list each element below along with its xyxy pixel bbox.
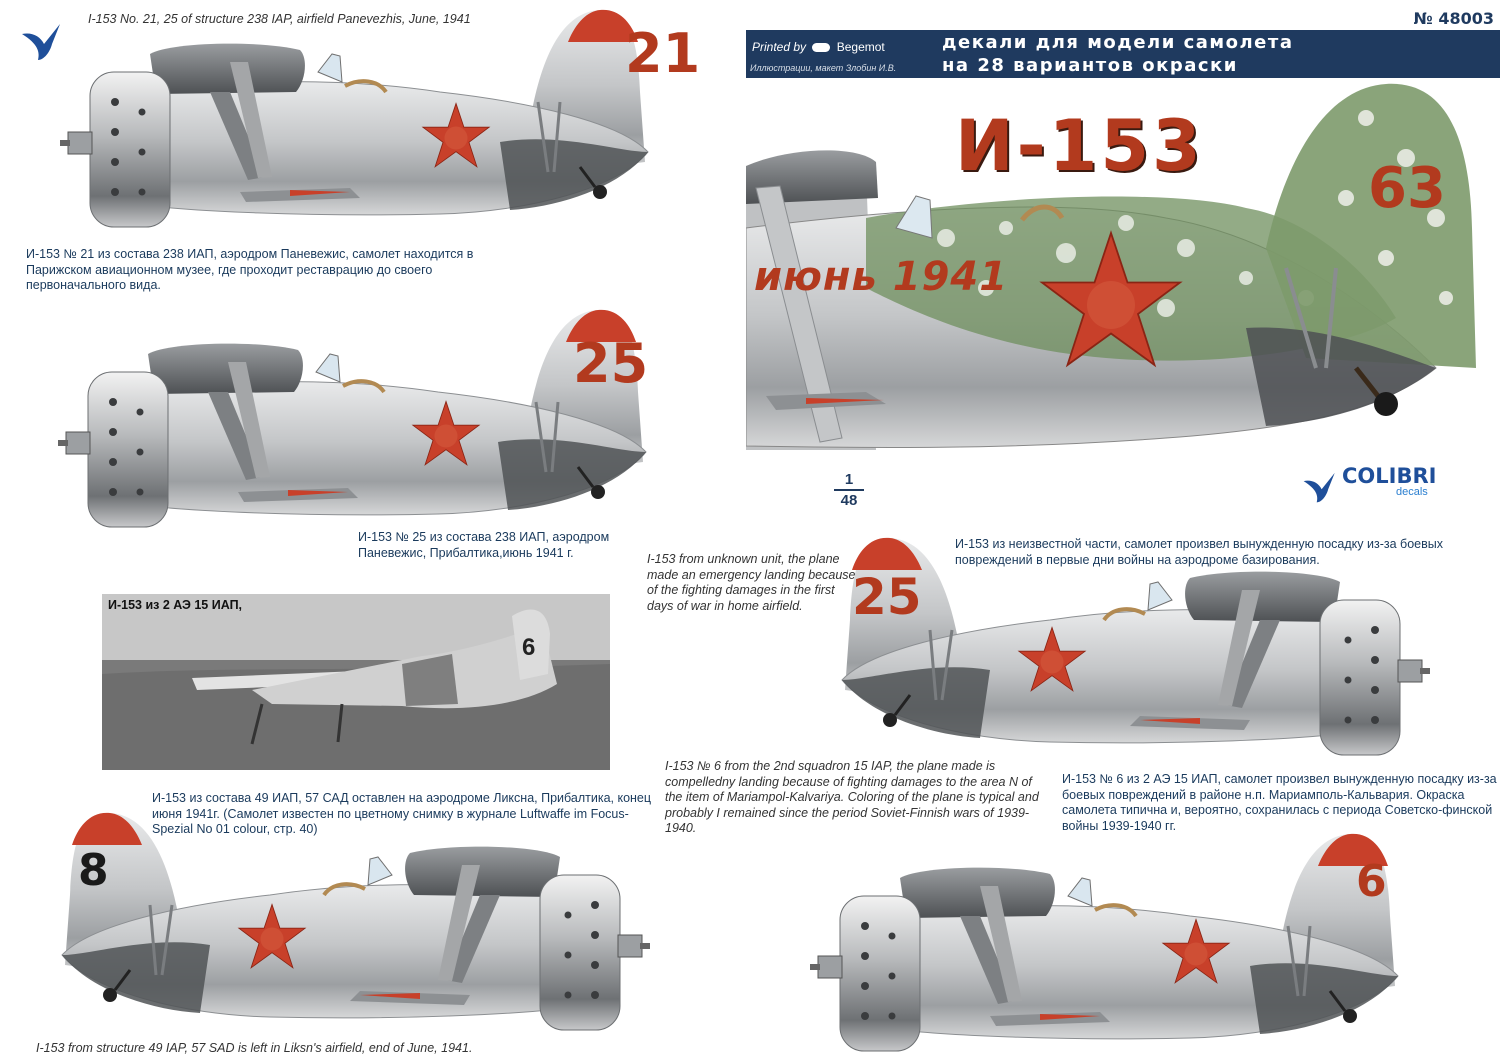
hero-slogan: июнь 1941 [754, 254, 1009, 300]
caption-en-profile-unknown: I-153 from unknown unit, the plane made an emergency landing because of the fighting damages in the first days of war in home airfield. [647, 552, 856, 613]
caption-ru-profile-6: И-153 № 6 из 2 АЭ 15 ИАП, самолет произвел вынужденную посадку из-за боевых повреждений в районе н.п. Мариамполь-Кальвария. Окраска самолета типична и, вероятно, сохранилась с периода Советско-финской войны 1939-1940 гг. [1062, 772, 1497, 833]
colibri-bird-icon [1300, 468, 1340, 504]
page-title: И-153 [955, 105, 1204, 187]
aircraft-profile-25-unknown [820, 530, 1440, 760]
scale-numerator: 1 [844, 471, 854, 488]
catalog-number: № 48003 [1413, 9, 1494, 28]
caption-en-profile-1: I-153 No. 21, 25 of structure 238 IAP, airfield Panevezhis, June, 1941 [88, 12, 471, 26]
printed-by [752, 40, 885, 54]
caption-en-profile-6: I-153 № 6 from the 2nd squadron 15 IAP, the plane made is compelledny landing because of fighting damages to the area N of the item of Mariampol-Kalvariya. Coloring of the plane is typical and probably I remained since the period Soviet-Finnish wars of 1939-1940. [665, 759, 1039, 835]
hippo-icon [812, 43, 830, 52]
printer-name: Begemot [836, 40, 885, 54]
aircraft-profile-8 [40, 805, 660, 1035]
brand-sub: decals [1396, 486, 1428, 498]
archive-photo [102, 594, 610, 770]
caption-en-profile-8: I-153 from structure 49 IAP, 57 SAD is left in Liksn's airfield, end of June, 1941. [36, 1041, 473, 1055]
tail-number-21: 21 [625, 22, 701, 85]
caption-ru-profile-8: И-153 из состава 49 ИАП, 57 САД оставлен на аэродроме Ликсна, Прибалтика, конец июня 1941г. (Самолет известен по цветному снимку в журнале Luftwaffe im Focus-Spezial No 01 colour, стр. 40) [152, 791, 652, 836]
caption-ru-profile-1: И-153 № 21 из состава 238 ИАП, аэродром Паневежис, самолет находится в Парижском авиационном музее, где проходит реставрацию до своего первоначального вида. [26, 247, 474, 292]
illustrations-credit: Иллюстрации, макет Злобин И.В. [750, 63, 897, 73]
tail-number-25: 25 [573, 332, 649, 395]
tail-number-8: 8 [78, 845, 109, 896]
banner-line-2: на 28 вариантов окраски [942, 55, 1238, 76]
title-banner [746, 30, 1500, 78]
aircraft-profile-21 [50, 2, 701, 232]
aircraft-profile-25 [48, 302, 668, 532]
photo-fuselage-number: 6 [522, 634, 536, 661]
brand-name: COLIBRI [1342, 464, 1437, 488]
caption-ru-profile-2: И-153 № 25 из состава 238 ИАП, аэродром Паневежис, Прибалтика,июнь 1941 г. [358, 530, 610, 560]
photo-caption: И-153 из 2 АЭ 15 ИАП, [108, 598, 243, 612]
aircraft-profile-6 [800, 826, 1420, 1056]
caption-ru-profile-unknown: И-153 из неизвестной части, самолет произвел вынужденную посадку из-за боевых повреждений в первые дни войны на аэродроме базирования. [955, 537, 1443, 567]
banner-line-1: декали для модели самолета [942, 32, 1294, 53]
printed-by-label: Printed by [752, 40, 807, 54]
tail-number-25-unknown: 25 [852, 568, 922, 626]
scale-denominator: 48 [840, 492, 858, 509]
scale-badge [834, 471, 864, 509]
hero-tail-number: 63 [1368, 156, 1446, 221]
colibri-brand-logo [1300, 462, 1460, 508]
tail-number-6: 6 [1356, 856, 1387, 907]
